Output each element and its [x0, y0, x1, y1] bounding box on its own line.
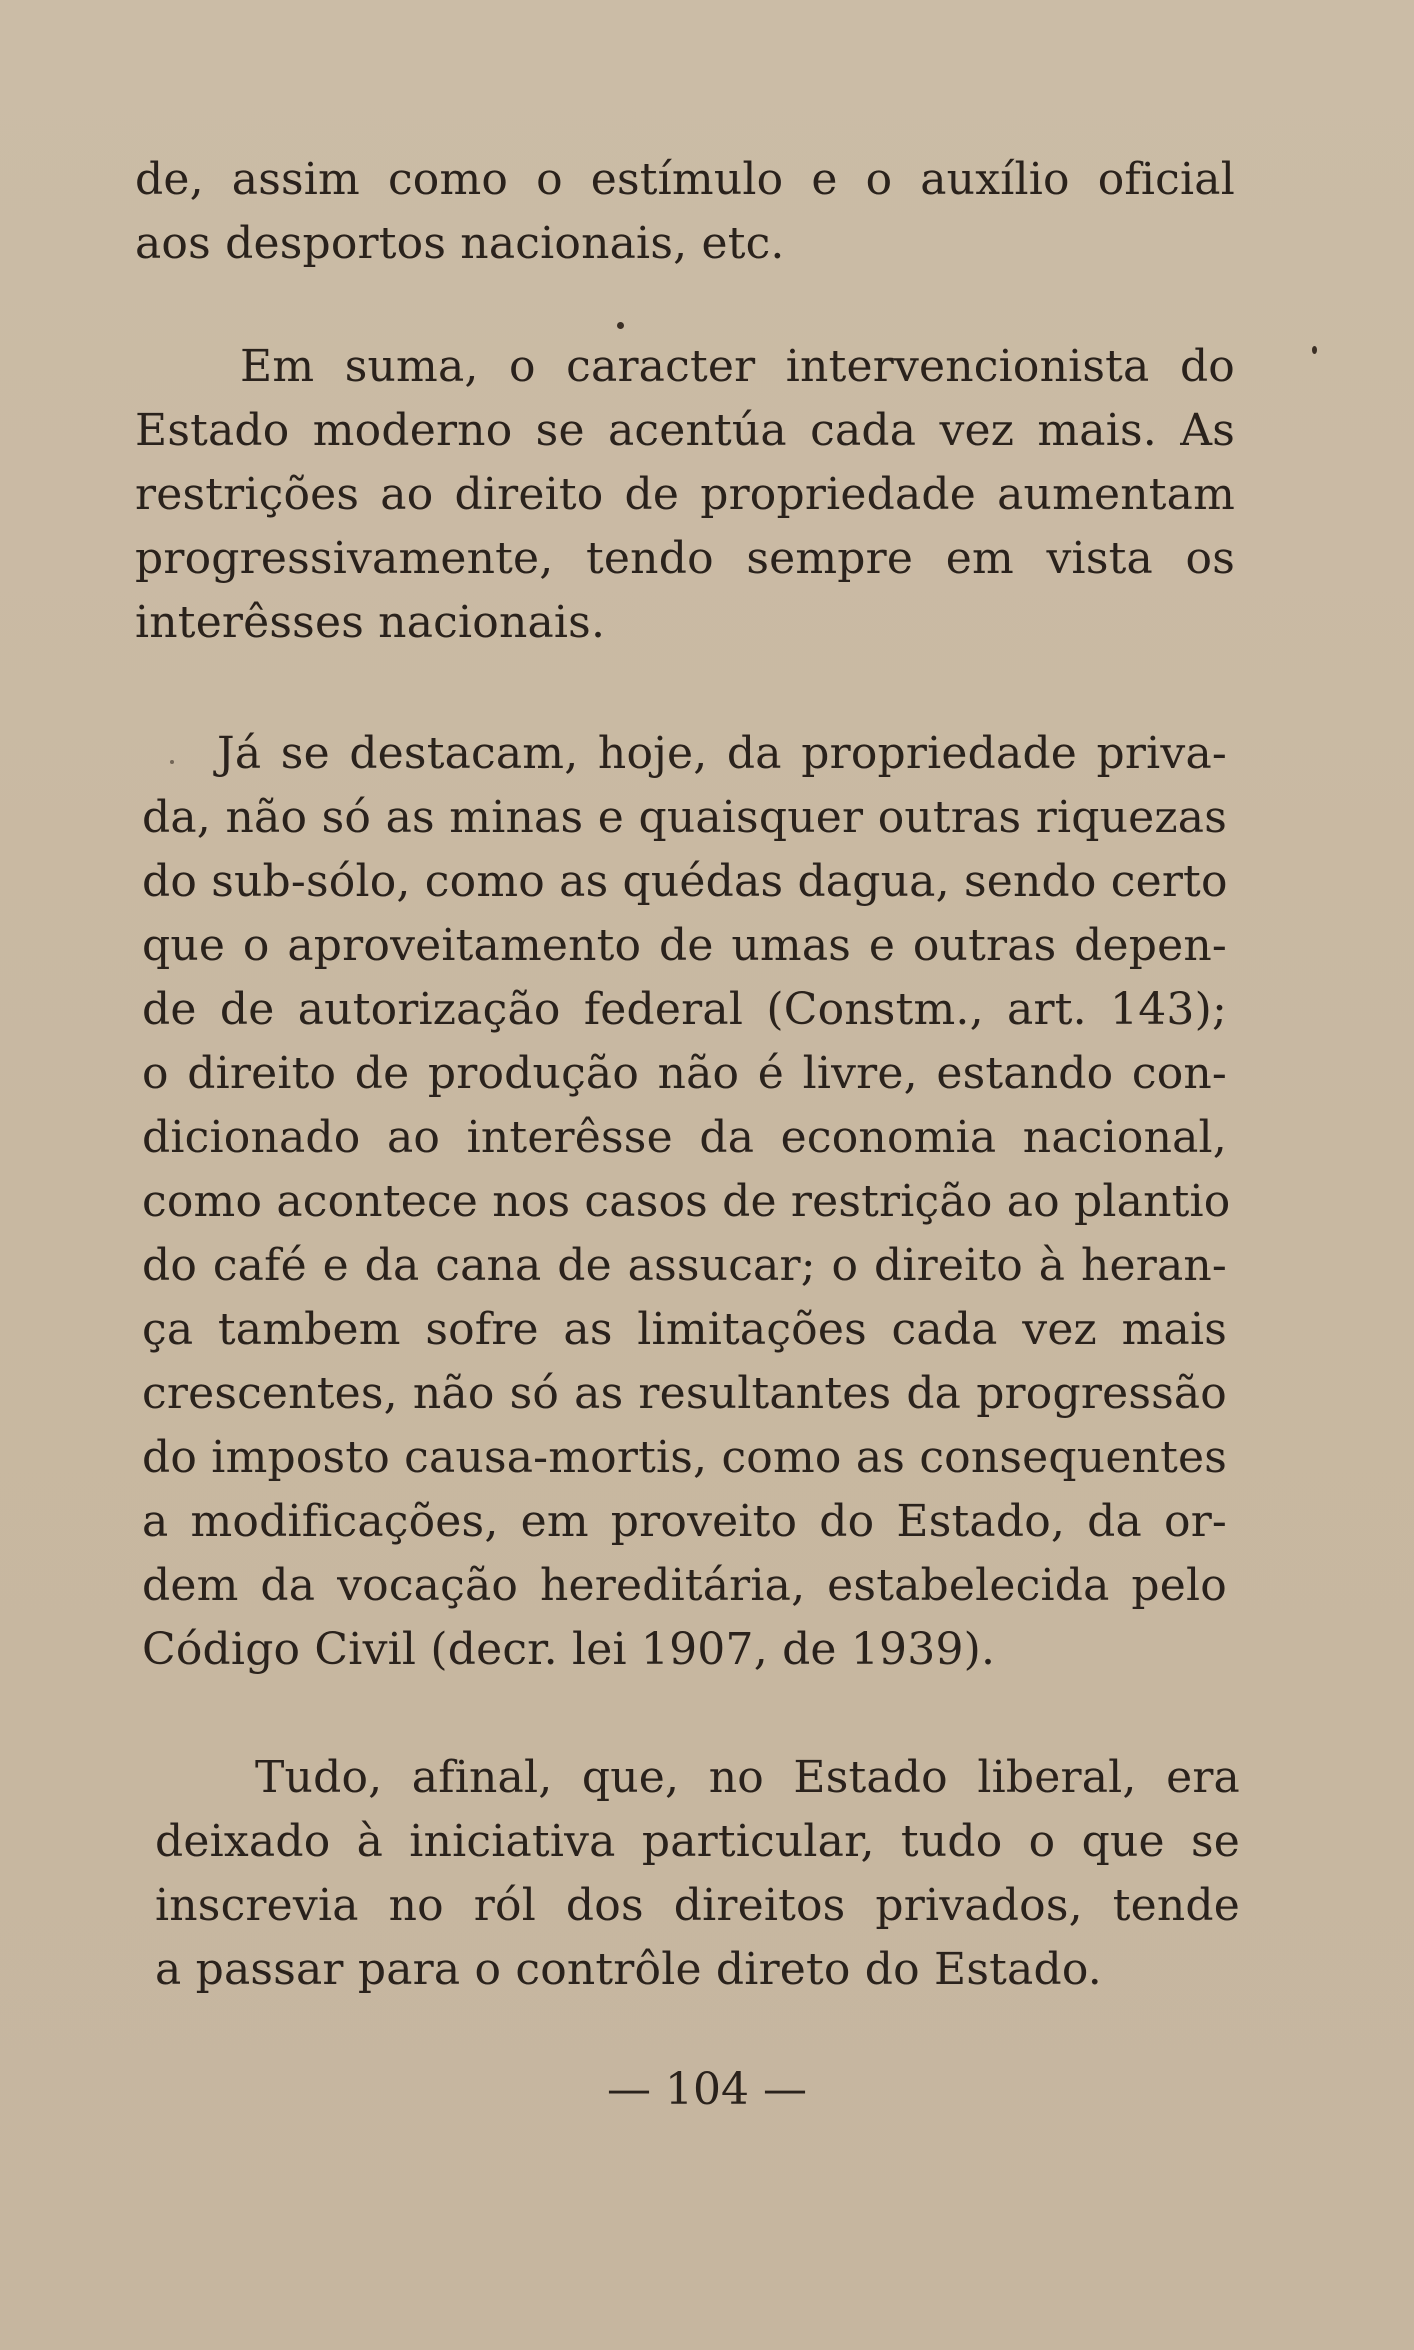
text-line: crescentes, não só as resultantes da progressão	[142, 1368, 1227, 1419]
text-line: Estado moderno se acentúa cada vez mais. As	[135, 405, 1235, 456]
text-line: como acontece nos casos de restrição ao plantio	[142, 1176, 1231, 1227]
text-line: ça tambem sofre as limitações cada vez mais	[142, 1304, 1227, 1355]
text-line: dicionado ao interêsse da economia nacional,	[142, 1112, 1227, 1163]
text-line: aos desportos nacionais, etc.	[135, 218, 785, 269]
paragraph-3	[142, 722, 1231, 1682]
ink-speck	[1312, 346, 1317, 354]
text-line: a passar para o contrôle direto do Estado.	[155, 1944, 1102, 1995]
text-line: de de autorização federal (Constm., art. 143);	[142, 984, 1227, 1035]
text-line: deixado à iniciativa particular, tudo o que se	[155, 1816, 1240, 1867]
text-line: de, assim como o estímulo e o auxílio oficial	[135, 154, 1235, 205]
text-line: do imposto causa-mortis, como as consequentes	[142, 1432, 1227, 1483]
text-line: restrições ao direito de propriedade aumentam	[135, 469, 1235, 520]
paragraph-4	[155, 1746, 1240, 2002]
page-number: — 104 —	[607, 2064, 807, 2115]
text-line: Em suma, o caracter intervencionista do	[240, 341, 1235, 392]
text-line: dem da vocação hereditária, estabelecida pelo	[142, 1560, 1227, 1611]
text-line: a modificações, em proveito do Estado, da or-	[142, 1496, 1227, 1547]
text-line: interêsses nacionais.	[135, 597, 606, 648]
paragraph-1	[135, 148, 1235, 276]
text-line: Código Civil (decr. lei 1907, de 1939).	[142, 1624, 996, 1675]
text-line: Já se destacam, hoje, da propriedade priva-	[217, 728, 1227, 779]
text-line: o direito de produção não é livre, estando con-	[142, 1048, 1227, 1099]
text-line: do café e da cana de assucar; o direito à heran-	[142, 1240, 1227, 1291]
text-line: do sub-sólo, como as quédas dagua, sendo certo	[142, 856, 1228, 907]
ink-speck	[617, 322, 624, 329]
paragraph-2	[135, 335, 1235, 655]
ink-speck	[170, 760, 174, 764]
text-line: inscrevia no ról dos direitos privados, tende	[155, 1880, 1240, 1931]
text-line: progressivamente, tendo sempre em vista os	[135, 533, 1235, 584]
text-line: Tudo, afinal, que, no Estado liberal, era	[255, 1752, 1240, 1803]
text-line: que o aproveitamento de umas e outras depen-	[142, 920, 1227, 971]
text-line: da, não só as minas e quaisquer outras riquezas	[142, 792, 1227, 843]
